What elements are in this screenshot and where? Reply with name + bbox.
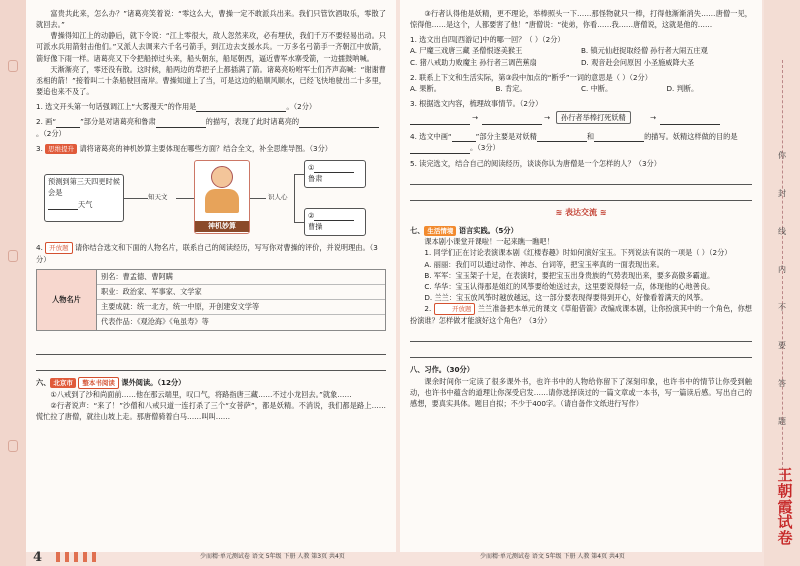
brand-logo: 王 朝 霞 试 卷	[777, 466, 793, 547]
passage-para: 天渐渐亮了，零还没有散。这时候，船两边的草把子上都插满了箭。诸葛亮吩咐军士们齐声高喊：“谢谢曹丞相的箭！”接着叫二十条船驶回南岸。曹操知道上了当，可是这边的船顺风顺水，已经飞快地驶出二十多里，要追也来不及了。	[36, 64, 386, 97]
option[interactable]: D. 观音赴会问原因 小圣施威降大圣	[581, 57, 695, 67]
card-row: 主要成就：统一北方，统一中原，开创建安文学等	[97, 300, 385, 315]
tag-thinking: 思维提升	[45, 144, 77, 154]
mind-bottom-box[interactable]: ② 曹操	[304, 208, 366, 236]
r-question-4: 4. 选文中画“ ”部分主要是对妖精 和 的描写。妖精这样做的目的是。（3分）	[410, 132, 738, 153]
right-footer: 少而精·单元测试卷 语文 5年级 下册 人教 第4页 共4页	[480, 553, 625, 560]
passage-para: ①八戒到了沙和尚面前……他在那云端里，叹口气，将路指唐三藏……不过小龙回去。”就象……	[50, 390, 352, 400]
know-weather-label: 知天文	[148, 192, 168, 201]
option[interactable]: C. 中断。	[581, 83, 613, 93]
answer-line[interactable]	[36, 341, 386, 355]
right-page: ③行者认得他是妖精，更不理论，举棒照头一下……那怪物就只一棒，打得他渐渐消失……唐僧一见，惊得他……是这个，人都要害了他！”唐僧说：“徒弟，你看……我……唐僧说，这就是他的…… 1. 选文出自四[西游记]中的哪一回？（ ）（2分） A. 尸魔三戏唐三藏 圣僧恨逐美猴王 B. 镇元仙赶捉取经僧 孙行者大闹五庄观 C. 猪八戒助力败魔主 孙行者三调芭蕉扇 D. 观音赴会问原因 小圣施威降大圣 2. 联系上下文和生活实际，第③段中加点的“断乎”一词的意思是（ ）（2分） A. 果断。 B. 肯定。 C. 中断。 D. 判断。 3. 根据选文内容，梳理故事情节。（2分） → → 孙行者举棒打死妖精 → 4. 选文中画“ ”部分主要是对妖精 和 的描写。妖精这样做的目的是。（3分） 5. 读完选文，结合自己的阅读经历，谈谈你认为唐僧是一个怎样的人？（3分） ≋ 表达交流 ≋ 七、 生活情境 语言实践。（5分） 课本剧小课堂开课啦！一起来瞧一瞧吧！ 1. 同学们正在讨论表演课本剧《红楼春趣》时如何演好宝玉。下列说法有误的一项是（ ）（2分） A. 丽丽：我们可以通过动作、神态、台词等，把宝玉率真的一面表现出来。 B. 军军：宝玉架子十足，在表演时，要把宝玉出身贵族的气势表现出来，要多高傲多霸道。 C. 华华：宝玉认得那是姐红的风筝要给她送过去，这里要说得轻一点，体现他的心地善良。 D. 兰兰：宝玉放风筝时越放越远，这一部分要表现得要得到开心，好像看着满天的风筝。 2. 开放题 兰兰准备把本单元的课文《草船借箭》改编成课本剧，让你扮演其中的一个角色，你想扮演谁？怎样做才能演好这个角色？（3分） 八、习作。（30分） 课余时间你一定读了很多课外书，也许书中的人物给你留下了深刻印象，也许书中的情节让你受到触动，也许书中蕴含的道理让你深受启发……请你选择读过的一篇文章或一本书，写一篇读后感。写出自己的感想，要真实具体。题目自拟；不少于400字。（请自备作文纸进行写作）	[400, 0, 762, 552]
decor-stripes	[56, 552, 101, 565]
r-q2-options	[410, 83, 752, 94]
mind-left-box: 预测到第三天四更时候会是 天气	[44, 174, 124, 222]
option[interactable]: D. 判断。	[666, 83, 699, 93]
robe-icon	[205, 189, 239, 213]
binding-hole	[8, 440, 18, 452]
option[interactable]: B. 军军：宝玉架子十足，在表演时，要把宝玉出身贵族的气势表现出来，要多高傲多霸道。	[424, 270, 715, 280]
binding-hole	[8, 60, 18, 72]
passage-para: 曹操得知江上的动静后，就下令说：“江上零很大，敌人忽然来攻，必有埋伏，我们千万不要轻易出动。只可派水兵用箭射击他们。”又派人去调来六千名弓箭手，到江边去支援水兵。一万多名弓箭手一齐朝江中放箭，箭好像下雨一样。诸葛亮又下令把船掉过头来，船头朝东，船尾朝西，逼近曹军水寨受箭，一边擂鼓呐喊。	[36, 31, 386, 63]
know-people-label: 识人心	[268, 192, 288, 201]
left-footer: 少而精·单元测试卷 语文 5年级 下册 人教 第3页 共4页	[200, 553, 345, 560]
plot-box: 孙行者举棒打死妖精	[556, 111, 631, 124]
binding-hole	[8, 250, 18, 262]
passage-para: ③行者认得他是妖精，更不理论，举棒照头一下……那怪物就只一棒，打得他渐渐消失……唐僧一见，惊得他……是这个，人都要害了他！”唐僧说：“徒弟，你看……我……唐僧说，这就是他的……	[410, 9, 752, 30]
answer-line[interactable]	[36, 357, 386, 371]
question-3: 3. 思维提升 请将诸葛亮的神机妙算主要体现在哪些方面？结合全文，补全思维导图。（3分）	[36, 143, 332, 153]
character-card: 人物名片 别名：曹孟德、曹阿瞒 职业：政治家、军事家、文学家 主要成就：统一北方，统一中原，开创建安文学等 代表作品：《观沧海》《龟虽寿》等	[36, 269, 386, 331]
option[interactable]: C. 猪八戒助力败魔主 孙行者三调芭蕉扇	[410, 57, 537, 67]
answer-line[interactable]	[410, 187, 752, 201]
question-2: 2. 画“ ”部分是对诸葛亮和鲁肃 的描写，表现了此时诸葛亮的。（2分）	[36, 116, 386, 138]
page-number: 4	[33, 550, 43, 565]
card-row: 别名：曹孟德、曹阿瞒	[97, 270, 385, 285]
option[interactable]: A. 丽丽：我们可以通过动作、神态、台词等，把宝玉率真的一面表现出来。	[424, 259, 664, 269]
passage-para: ②行者说声：“来了！”沙僧和八戒只道一连打杀了三个“女菩萨”，都是妖精。不消说，我们都是路上……慌忙拉了唐僧，就往山坡上走。那唐僧骑着白马……叫叫……	[36, 401, 386, 422]
question-1: 1. 选文开头第一句话强调江上“大雾漫天”的作用是 。（2分）	[36, 102, 317, 112]
plot-flow: → → 孙行者举棒打死妖精 →	[410, 111, 752, 127]
r-question-3: 3. 根据选文内容，梳理故事情节。（2分）	[410, 99, 543, 109]
r-q1-options	[410, 45, 752, 67]
r-question-1: 1. 选文出自四[西游记]中的哪一回？（ ）（2分）	[410, 35, 565, 45]
option[interactable]: A. 果断。	[410, 83, 441, 93]
section-8-header: 八、习作。（30分）	[410, 365, 474, 375]
option[interactable]: B. 肯定。	[495, 83, 527, 93]
answer-line[interactable]	[410, 171, 752, 185]
passage-para: 富贵共此来，怎么办？”诸葛亮笑着说：“零这么大，曹操一定不敢派兵出来。我们只管饮酒取乐，零散了就回去。”	[36, 9, 386, 30]
answer-blank[interactable]	[48, 202, 78, 210]
section-7-header: 七、 生活情境 语言实践。（5分）	[410, 226, 518, 236]
left-binding	[0, 0, 26, 566]
r-question-5: 5. 读完选文，结合自己的阅读经历，谈谈你认为唐僧是一个怎样的人？（3分）	[410, 158, 661, 168]
zhuge-liang-icon	[211, 166, 233, 188]
r-question-2: 2. 联系上下文和生活实际，第③段中加点的“断乎”一词的意思是（ ）（2分）	[410, 72, 652, 82]
mind-top-box[interactable]: ① 鲁肃	[304, 160, 366, 188]
mind-map	[36, 158, 386, 238]
option[interactable]: B. 镇元仙赶捉取经僧 孙行者大闹五庄观	[581, 46, 708, 56]
answer-blank[interactable]	[299, 120, 379, 128]
answer-blank[interactable]	[196, 104, 286, 112]
option[interactable]: D. 兰兰：宝玉放风筝时越放越远，这一部分要表现得要得到开心，好像看着满天的风筝。	[424, 293, 708, 303]
answer-line[interactable]	[410, 344, 752, 358]
left-page	[26, 0, 396, 552]
answer-blank[interactable]	[156, 120, 206, 128]
r-sec7-q2: 2. 开放题 兰兰准备把本单元的课文《草船借箭》改编成课本剧，让你扮演其中的一个角色，你想扮演谁？怎样做才能演好这个角色？（3分）	[410, 304, 752, 326]
answer-line[interactable]	[410, 328, 752, 342]
writing-prompt: 课余时间你一定读了很多课外书，也许书中的人物给你留下了深刻印象，也许书中的情节让你受到触动，也许书中蕴含的道理让你深受启发……请你选择读过的一篇文章或一本书，写一篇读后感。写出自己的感想，要真实具体。题目自拟；不少于400字。（请自备作文纸进行写作）	[410, 376, 752, 408]
right-binding-strip: 你 封 线 内 不 要 答 题 王 朝 霞 试 卷	[764, 0, 800, 566]
option[interactable]: C. 华华：宝玉认得那是姐红的风筝要给她送过去，这里要说得轻一点，体现他的心地善良。	[424, 281, 715, 291]
option[interactable]: A. 尸魔三戏唐三藏 圣僧恨逐美猴王	[410, 46, 523, 56]
card-row: 职业：政治家、军事家、文学家	[97, 285, 385, 300]
section-6-header: 六、 北京市 整本书阅读 课外阅读。（12分）	[36, 378, 186, 388]
expression-title: ≋ 表达交流 ≋	[555, 207, 607, 217]
question-4: 4. 开放题 请你结合选文和下面的人物名片，联系自己的阅读经历，写写你对曹操的评价，并说明理由。（3分）	[36, 242, 378, 264]
strategist-portrait-box: 神机妙算	[194, 160, 250, 234]
card-row: 代表作品：《观沧海》《龟虽寿》等	[101, 317, 209, 327]
